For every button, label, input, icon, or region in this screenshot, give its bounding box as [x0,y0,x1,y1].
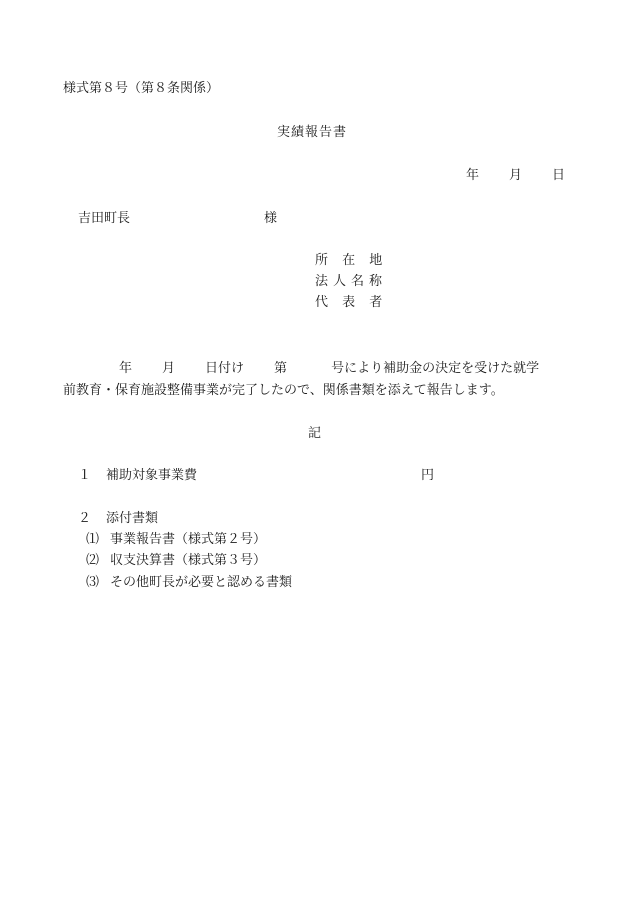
applicant-corp-name-label: 法人名称 [315,274,388,289]
ki-heading: 記 [308,426,322,441]
body-month: 月 [162,361,176,376]
item-1-label: 補助対象事業費 [106,468,198,483]
item-1-number: １ [78,468,92,483]
applicant-block [315,253,387,316]
applicant-location-label: 所 在 地 [315,253,388,268]
body-line1-rest: 号により補助金の決定を受けた就学 [331,361,540,376]
date-day: 日 [552,168,566,183]
attachment-text: その他町長が必要と認める書類 [110,575,293,590]
addressee [78,211,278,227]
attachment-item [86,575,292,591]
attachment-mark: ⑶ [86,575,100,590]
item-2-label: 添付書類 [106,511,159,526]
body-number-prefix: 第 [274,361,288,376]
body-line-2: 前教育・保育施設整備事業が完了したので、関係書類を添えて報告します。 [63,383,504,398]
item-2 [78,511,158,527]
body-dated: 日付け [205,361,245,376]
date-line [466,168,565,184]
attachment-text: 事業報告書（様式第２号） [110,532,267,547]
item-1 [78,468,435,484]
attachment-item [86,553,266,569]
addressee-name: 吉田町長 [78,211,131,226]
body-year: 年 [119,361,133,376]
attachment-text: 収支決算書（様式第３号） [110,553,267,568]
date-year: 年 [466,168,480,183]
body-line-1 [63,361,539,377]
date-month: 月 [509,168,523,183]
item-2-number: ２ [78,511,92,526]
attachment-mark: ⑵ [86,553,100,568]
document-title: 実績報告書 [277,125,348,140]
form-number: 様式第８号（第８条関係） [63,81,220,96]
applicant-representative-label: 代 表 者 [315,295,388,310]
attachment-mark: ⑴ [86,532,100,547]
attachment-item [86,532,266,548]
addressee-honorific: 様 [264,211,278,226]
item-1-unit: 円 [421,468,435,483]
